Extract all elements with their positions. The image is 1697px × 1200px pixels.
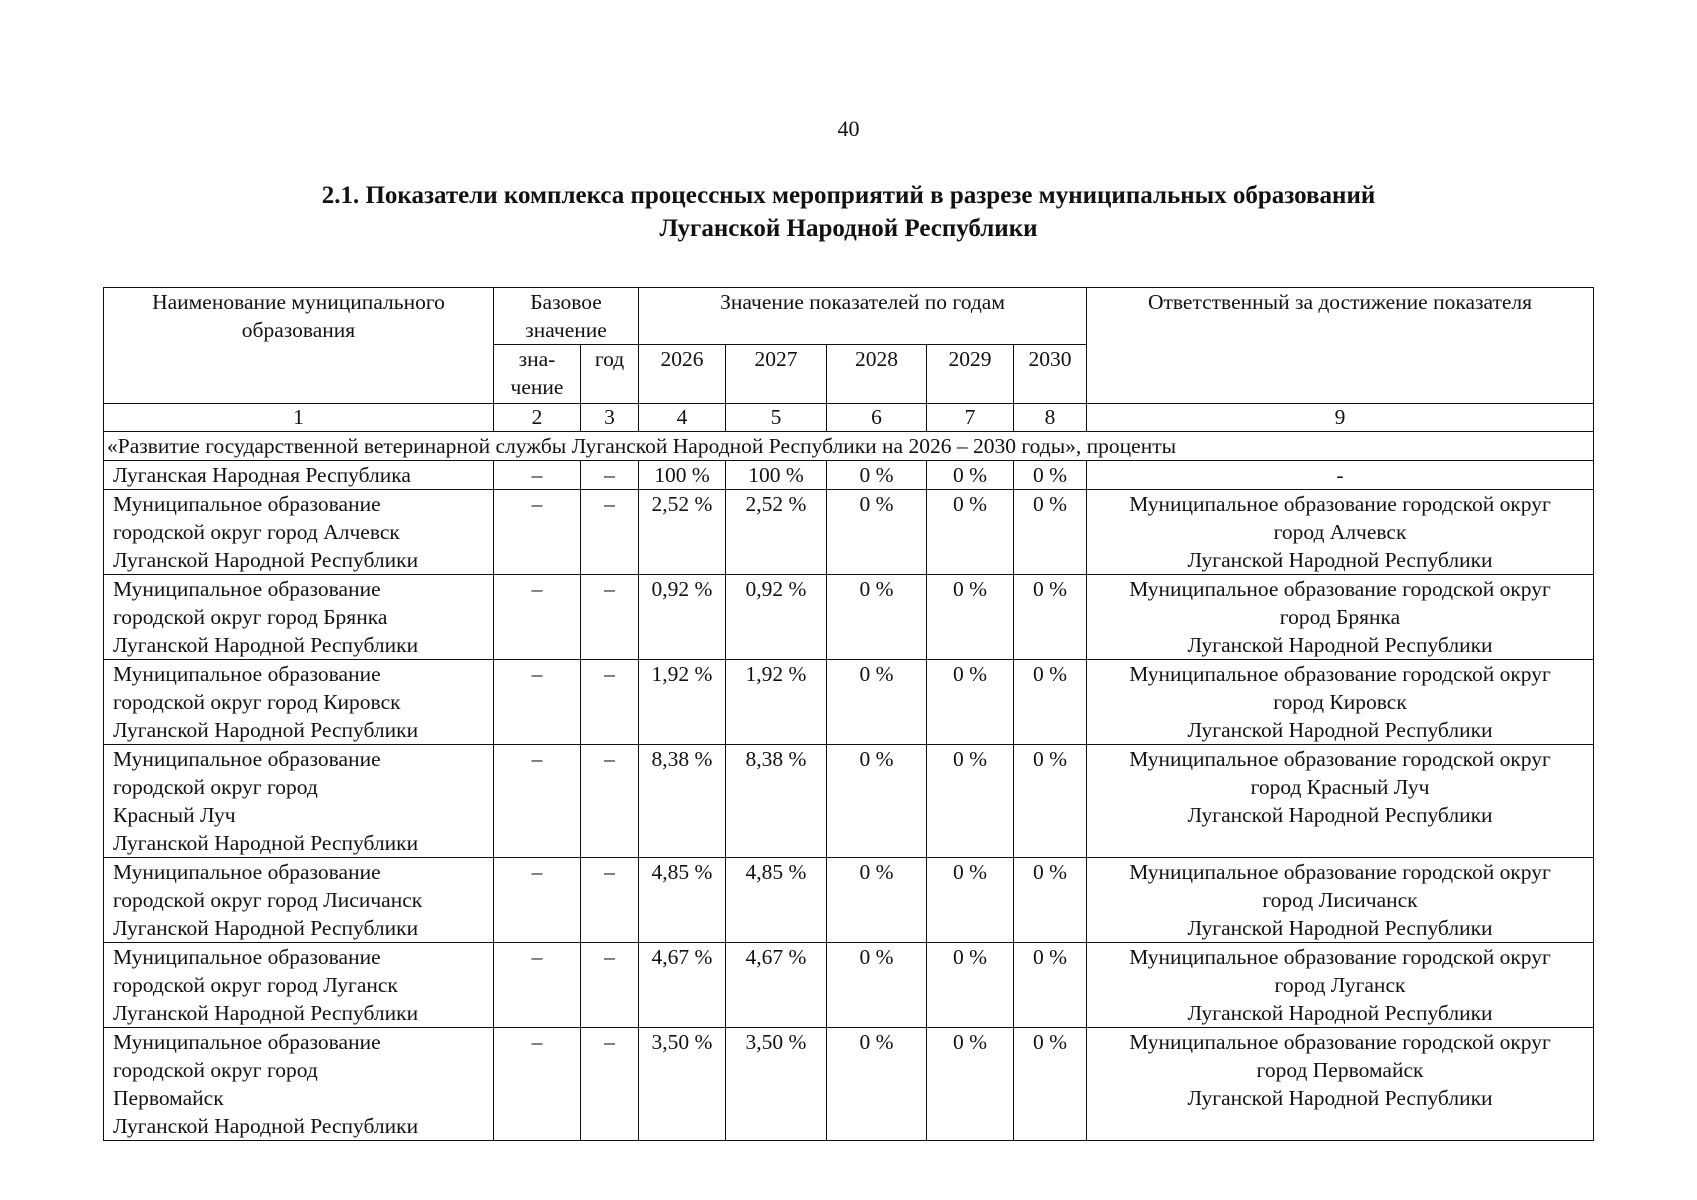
municipality-name-cell	[104, 858, 494, 943]
year-value-cell: 0 %	[827, 660, 927, 745]
municipality-name-line: Муниципальное образование	[113, 945, 381, 969]
year-value-cell: 0 %	[1014, 858, 1087, 943]
base-value-cell: –	[494, 461, 581, 490]
responsible-line: Муниципальное образование городской округ	[1129, 945, 1551, 969]
municipality-name-line: Муниципальное образование	[113, 747, 381, 771]
municipality-name-line: городской округ город Алчевск	[113, 520, 400, 544]
municipality-name-line: Луганской Народной Республики	[113, 916, 419, 940]
municipality-name-line: городской округ город Кировск	[113, 690, 401, 714]
municipality-name-line: Луганской Народной Республики	[113, 1001, 419, 1025]
year-value-cell: 3,50 %	[726, 1028, 827, 1141]
municipality-name-line: Первомайск	[113, 1086, 224, 1110]
year-value-cell: 0 %	[927, 660, 1014, 745]
column-number: 1	[104, 404, 494, 432]
table-row	[104, 575, 1594, 660]
base-year-cell: –	[581, 461, 639, 490]
municipality-name-line: городской округ город Брянка	[113, 605, 388, 629]
column-numbers-row	[104, 404, 1594, 432]
responsible-line: Муниципальное образование городской округ	[1129, 492, 1551, 516]
municipality-name-line: Луганской Народной Республики	[113, 633, 419, 657]
table-row	[104, 490, 1594, 575]
year-value-cell: 0 %	[927, 1028, 1014, 1141]
base-value-cell: –	[494, 660, 581, 745]
base-value-cell: –	[494, 745, 581, 858]
year-value-cell: 0 %	[927, 858, 1014, 943]
year-value-cell: 0 %	[827, 490, 927, 575]
year-value-cell: 2,52 %	[639, 490, 726, 575]
column-number: 8	[1014, 404, 1087, 432]
year-value-cell: 8,38 %	[639, 745, 726, 858]
municipality-name-cell	[104, 1028, 494, 1141]
year-value-cell: 0 %	[1014, 943, 1087, 1028]
base-year-cell: –	[581, 575, 639, 660]
responsible-line: Муниципальное образование городской округ	[1129, 662, 1551, 686]
responsible-line: Муниципальное образование городской округ	[1129, 860, 1551, 884]
year-value-cell: 0 %	[927, 461, 1014, 490]
responsible-line: -	[1336, 463, 1344, 487]
page-number: 40	[837, 116, 860, 141]
responsible-cell	[1087, 943, 1594, 1028]
column-number: 3	[581, 404, 639, 432]
municipality-name-line: городской округ город Лисичанск	[113, 888, 423, 912]
base-value-cell: –	[494, 943, 581, 1028]
table-row	[104, 858, 1594, 943]
year-value-cell: 0 %	[1014, 745, 1087, 858]
year-value-cell: 3,50 %	[639, 1028, 726, 1141]
year-value-cell: 1,92 %	[726, 660, 827, 745]
table-row	[104, 943, 1594, 1028]
year-value-cell: 0,92 %	[639, 575, 726, 660]
municipality-name-cell	[104, 461, 494, 490]
responsible-cell	[1087, 745, 1594, 858]
responsible-line: Муниципальное образование городской округ	[1129, 747, 1551, 771]
municipality-name-line: Луганской Народной Республики	[113, 831, 419, 855]
header-base-year: год	[581, 345, 639, 404]
header-base: Базовое значение	[494, 288, 639, 345]
year-value-cell: 0 %	[827, 1028, 927, 1141]
header-base-value: зна-чение	[494, 345, 581, 404]
year-value-cell: 0 %	[827, 745, 927, 858]
year-value-cell: 0,92 %	[726, 575, 827, 660]
column-number: 9	[1087, 404, 1594, 432]
municipality-name-line: Муниципальное образование	[113, 1030, 381, 1054]
header-year-2029: 2029	[927, 345, 1014, 404]
header-row-1	[104, 288, 1594, 345]
responsible-line: Луганской Народной Республики	[1187, 633, 1493, 657]
year-value-cell: 100 %	[639, 461, 726, 490]
section-row-title: «Развитие государственной ветеринарной службы Луганской Народной Республики на 2026 – 2030 годы», проценты	[104, 432, 1594, 461]
year-value-cell: 0 %	[827, 461, 927, 490]
base-year-cell: –	[581, 745, 639, 858]
municipality-name-line: городской округ город Луганск	[113, 973, 398, 997]
municipality-name-line: Красный Луч	[113, 803, 236, 827]
year-value-cell: 4,67 %	[726, 943, 827, 1028]
year-value-cell: 4,85 %	[726, 858, 827, 943]
responsible-line: Луганской Народной Республики	[1187, 548, 1493, 572]
municipality-name-line: Луганской Народной Республики	[113, 548, 419, 572]
table-body	[104, 404, 1594, 1141]
year-value-cell: 2,52 %	[726, 490, 827, 575]
base-value-cell: –	[494, 858, 581, 943]
header-name: Наименование муниципального образования	[104, 288, 494, 404]
responsible-cell	[1087, 1028, 1594, 1141]
municipality-name-line: Муниципальное образование	[113, 492, 381, 516]
responsible-cell	[1087, 461, 1594, 490]
section-title-line-2: Луганской Народной Республики	[659, 215, 1038, 242]
base-year-cell: –	[581, 490, 639, 575]
year-value-cell: 0 %	[1014, 461, 1087, 490]
responsible-line: город Луганск	[1274, 973, 1406, 997]
header-values-by-year: Значение показателей по годам	[639, 288, 1087, 345]
responsible-line: Муниципальное образование городской округ	[1129, 577, 1551, 601]
municipality-name-line: Муниципальное образование	[113, 860, 381, 884]
base-value-cell: –	[494, 490, 581, 575]
year-value-cell: 0 %	[1014, 660, 1087, 745]
municipality-name-line: Муниципальное образование	[113, 662, 381, 686]
base-value-cell: –	[494, 575, 581, 660]
column-number: 2	[494, 404, 581, 432]
responsible-cell	[1087, 660, 1594, 745]
year-value-cell: 0 %	[1014, 1028, 1087, 1141]
header-responsible: Ответственный за достижение показателя	[1087, 288, 1594, 404]
table-row	[104, 1028, 1594, 1141]
responsible-cell	[1087, 858, 1594, 943]
year-value-cell: 0 %	[927, 745, 1014, 858]
municipality-name-line: Муниципальное образование	[113, 577, 381, 601]
table-row	[104, 745, 1594, 858]
responsible-cell	[1087, 490, 1594, 575]
municipality-name-line: городской округ город	[113, 775, 318, 799]
responsible-line: город Красный Луч	[1250, 775, 1430, 799]
table-row	[104, 461, 1594, 490]
municipality-name-line: Луганская Народная Республика	[113, 463, 411, 487]
responsible-line: Луганской Народной Республики	[1187, 1001, 1493, 1025]
responsible-line: город Лисичанск	[1262, 888, 1418, 912]
municipality-name-cell	[104, 490, 494, 575]
year-value-cell: 1,92 %	[639, 660, 726, 745]
base-year-cell: –	[581, 943, 639, 1028]
section-title	[0, 179, 1697, 245]
municipality-name-line: Луганской Народной Республики	[113, 1114, 419, 1138]
year-value-cell: 0 %	[927, 943, 1014, 1028]
responsible-line: город Брянка	[1279, 605, 1401, 629]
responsible-line: город Кировск	[1273, 690, 1407, 714]
base-year-cell: –	[581, 1028, 639, 1141]
municipality-name-cell	[104, 660, 494, 745]
year-value-cell: 0 %	[827, 858, 927, 943]
column-number: 5	[726, 404, 827, 432]
column-number: 6	[827, 404, 927, 432]
base-value-cell: –	[494, 1028, 581, 1141]
section-row	[104, 432, 1594, 461]
responsible-line: город Первомайск	[1256, 1058, 1424, 1082]
header-year-2027: 2027	[726, 345, 827, 404]
municipality-name-cell	[104, 745, 494, 858]
year-value-cell: 0 %	[1014, 575, 1087, 660]
municipality-name-line: городской округ город	[113, 1058, 318, 1082]
section-title-line-1: 2.1. Показатели комплекса процессных мероприятий в разрезе муниципальных образований	[321, 182, 1376, 209]
indicators-table	[103, 287, 1594, 1141]
municipality-name-line: Луганской Народной Республики	[113, 718, 419, 742]
responsible-line: Луганской Народной Республики	[1187, 803, 1493, 827]
responsible-line: Муниципальное образование городской округ	[1129, 1030, 1551, 1054]
year-value-cell: 8,38 %	[726, 745, 827, 858]
column-number: 4	[639, 404, 726, 432]
header-year-2026: 2026	[639, 345, 726, 404]
year-value-cell: 4,67 %	[639, 943, 726, 1028]
responsible-cell	[1087, 575, 1594, 660]
municipality-name-cell	[104, 943, 494, 1028]
responsible-line: Луганской Народной Республики	[1187, 1086, 1493, 1110]
year-value-cell: 100 %	[726, 461, 827, 490]
header-year-2030: 2030	[1014, 345, 1087, 404]
responsible-line: Луганской Народной Республики	[1187, 718, 1493, 742]
responsible-line: Луганской Народной Республики	[1187, 916, 1493, 940]
year-value-cell: 0 %	[927, 575, 1014, 660]
table-row	[104, 660, 1594, 745]
responsible-line: город Алчевск	[1273, 520, 1407, 544]
municipality-name-cell	[104, 575, 494, 660]
year-value-cell: 0 %	[927, 490, 1014, 575]
year-value-cell: 4,85 %	[639, 858, 726, 943]
base-year-cell: –	[581, 858, 639, 943]
column-number: 7	[927, 404, 1014, 432]
base-year-cell: –	[581, 660, 639, 745]
year-value-cell: 0 %	[827, 575, 927, 660]
year-value-cell: 0 %	[1014, 490, 1087, 575]
header-year-2028: 2028	[827, 345, 927, 404]
year-value-cell: 0 %	[827, 943, 927, 1028]
